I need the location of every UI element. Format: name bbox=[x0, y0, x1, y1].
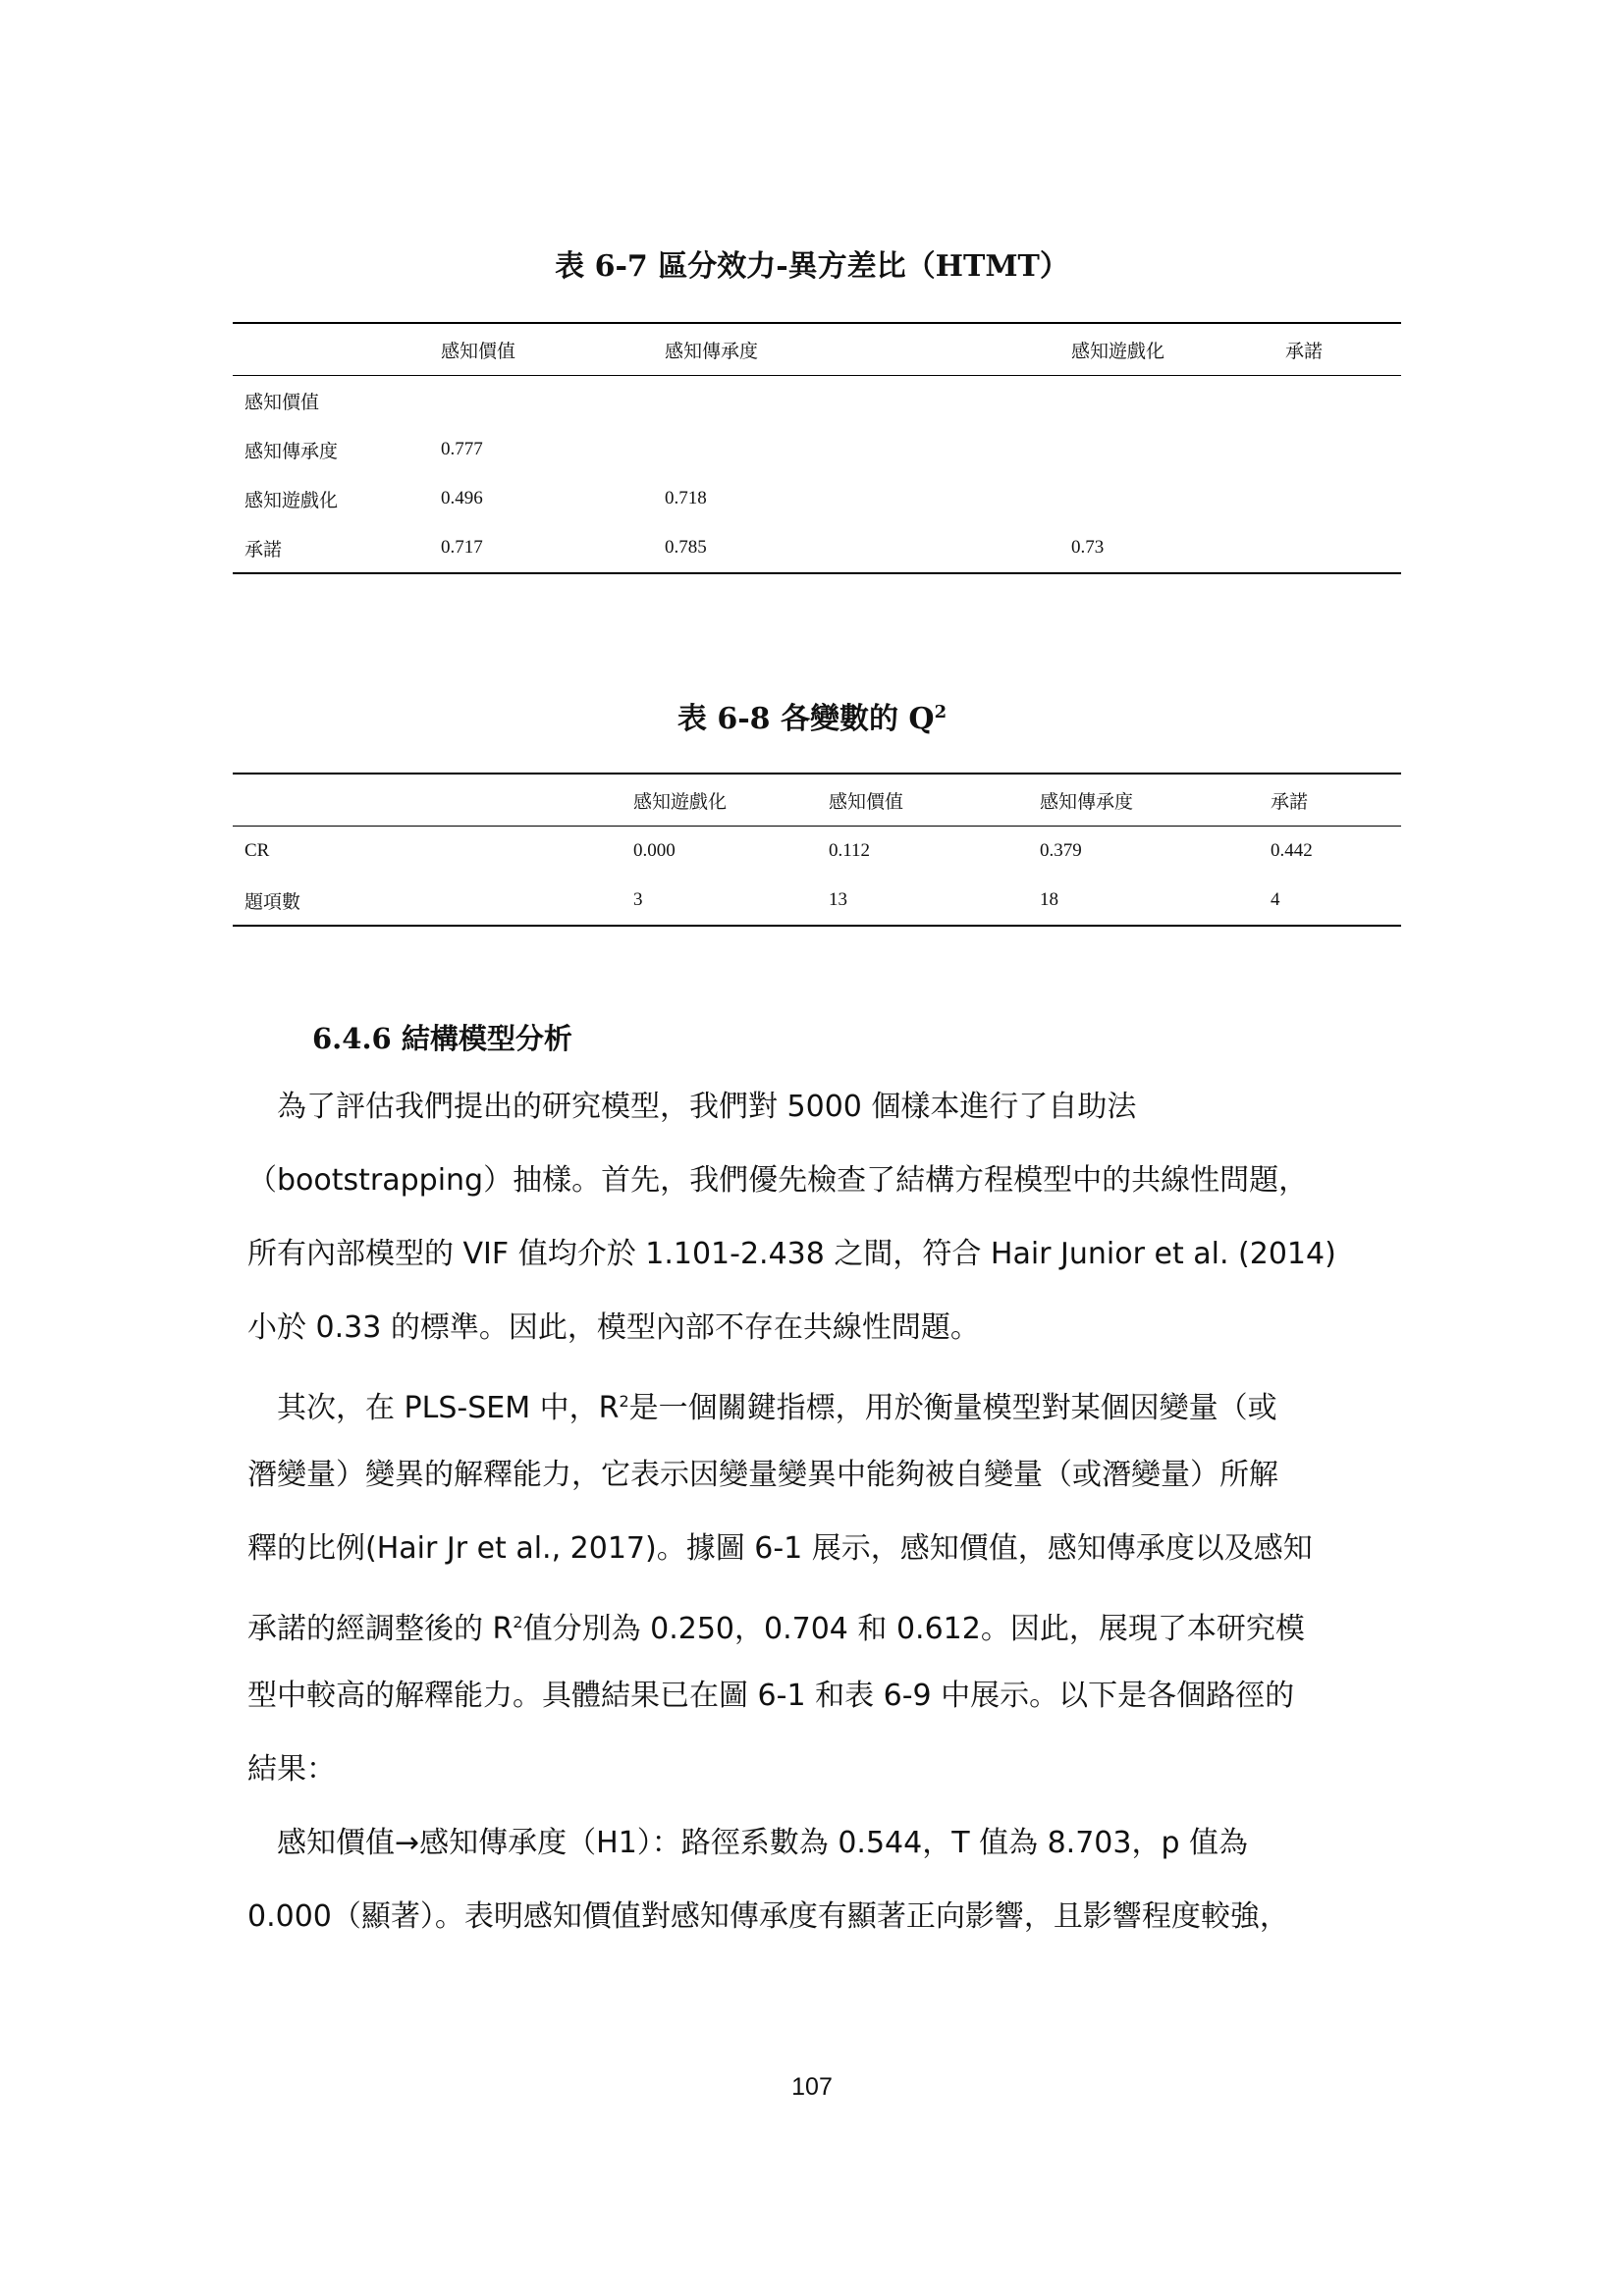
table-cell bbox=[1273, 376, 1401, 426]
table-cell bbox=[1059, 425, 1273, 474]
table-cell: 18 bbox=[1040, 889, 1058, 910]
body-text bbox=[247, 1085, 1386, 1968]
table-cell: 0.785 bbox=[665, 537, 707, 558]
paragraph-line: （bootstrapping）抽樣。首先，我們優先檢查了結構方程模型中的共線性問題， bbox=[247, 1163, 1309, 1198]
table-cell: 3 bbox=[633, 889, 643, 910]
header-cell: 承諾 bbox=[1271, 790, 1309, 813]
table-cell: 4 bbox=[1271, 889, 1280, 910]
table-cell: 0.496 bbox=[441, 488, 483, 508]
table-cell: 0.442 bbox=[1271, 840, 1313, 861]
paragraph-line: 潛變量）變異的解釋能力，它表示因變量變異中能夠被自變量（或潛變量）所解 bbox=[247, 1458, 1278, 1492]
row-label: 題項數 bbox=[244, 890, 301, 913]
table-cell bbox=[1059, 376, 1273, 426]
table-cell: 0.717 bbox=[441, 537, 483, 558]
table-cell bbox=[653, 425, 1059, 474]
table-cell bbox=[1273, 474, 1401, 523]
paragraph-line: 為了評估我們提出的研究模型，我們對 5000 個樣本進行了自助法 bbox=[247, 1090, 1137, 1124]
table-header-row bbox=[233, 774, 1401, 827]
superscript: 2 bbox=[513, 1613, 523, 1631]
table-cell: 0.73 bbox=[1071, 537, 1105, 558]
row-label: 感知遊戲化 bbox=[244, 489, 339, 511]
paragraph-line bbox=[247, 1379, 1386, 1453]
header-cell: 感知傳承度 bbox=[665, 340, 759, 362]
table-cell bbox=[429, 376, 653, 426]
paragraph-line bbox=[247, 1600, 1386, 1674]
header-cell bbox=[233, 774, 622, 827]
table-row bbox=[233, 425, 1401, 474]
table-row bbox=[233, 474, 1401, 523]
row-label: 承諾 bbox=[244, 538, 283, 561]
paragraph-line: 型中較高的解釋能力。具體結果已在圖 6-1 和表 6-9 中展示。以下是各個路徑的 bbox=[247, 1679, 1295, 1713]
table-row bbox=[233, 376, 1401, 426]
line-text: 其次，在 PLS-SEM 中，R bbox=[247, 1391, 620, 1425]
table-cell bbox=[1059, 474, 1273, 523]
paragraph-line: 感知價值→感知傳承度（H1）：路徑系數為 0.544，T 值為 8.703，p 值為 bbox=[247, 1826, 1249, 1860]
header-cell: 感知遊戲化 bbox=[1071, 340, 1165, 362]
table-cell: 0.000 bbox=[633, 840, 676, 861]
table-cell: 0.777 bbox=[441, 439, 483, 459]
paragraph-line: 0.000（顯著）。表明感知價值對感知傳承度有顯著正向影響，且影響程度較強， bbox=[247, 1899, 1289, 1934]
header-cell: 感知傳承度 bbox=[1040, 790, 1134, 813]
caption-superscript: 2 bbox=[934, 702, 947, 722]
table-cell: 0.718 bbox=[665, 488, 707, 508]
table-cell bbox=[1273, 523, 1401, 573]
section-heading: 6.4.6 結構模型分析 bbox=[312, 1022, 572, 1055]
page-number: 107 bbox=[791, 2073, 833, 2101]
table-6-8-caption bbox=[0, 694, 1624, 737]
line-text: 承諾的經調整後的 R bbox=[247, 1612, 514, 1646]
q-square-table bbox=[233, 773, 1401, 927]
table-row bbox=[233, 876, 1401, 926]
row-label: 感知價值 bbox=[244, 391, 320, 413]
paragraph-line: 所有內部模型的 VIF 值均介於 1.101-2.438 之間，符合 Hair Junior et al. (2014) bbox=[247, 1237, 1336, 1271]
table-6-7-caption: 表 6-7 區分效力-異方差比（HTMT） bbox=[555, 249, 1069, 284]
table-cell: 0.379 bbox=[1040, 840, 1082, 861]
table-header-row bbox=[233, 323, 1401, 376]
table-row bbox=[233, 523, 1401, 573]
header-cell: 感知遊戲化 bbox=[633, 790, 728, 813]
header-cell: 感知價值 bbox=[441, 340, 516, 362]
line-text: 是一個關鍵指標，用於衡量模型對某個因變量（或 bbox=[628, 1391, 1277, 1425]
table-cell bbox=[1273, 425, 1401, 474]
table-row bbox=[233, 827, 1401, 877]
caption-text: 表 6-8 各變數的 Q bbox=[677, 702, 935, 736]
paragraph-line: 結果： bbox=[247, 1752, 336, 1787]
header-cell bbox=[233, 323, 429, 376]
header-cell: 承諾 bbox=[1285, 340, 1324, 362]
line-text: 值分別為 0.250，0.704 和 0.612。因此，展現了本研究模 bbox=[522, 1612, 1305, 1646]
table-cell: 0.112 bbox=[829, 840, 871, 861]
paragraph-line: 小於 0.33 的標準。因此，模型內部不存在共線性問題。 bbox=[247, 1310, 980, 1345]
row-label: 感知傳承度 bbox=[244, 440, 339, 462]
table-cell: 13 bbox=[829, 889, 847, 910]
header-cell: 感知價值 bbox=[829, 790, 904, 813]
paragraph-line: 釋的比例(Hair Jr et al., 2017)。據圖 6-1 展示，感知價值，感知傳承度以及感知 bbox=[247, 1531, 1313, 1566]
table-cell bbox=[653, 376, 1059, 426]
htmt-table bbox=[233, 322, 1401, 574]
row-label: CR bbox=[244, 840, 270, 861]
superscript: 2 bbox=[619, 1392, 629, 1411]
